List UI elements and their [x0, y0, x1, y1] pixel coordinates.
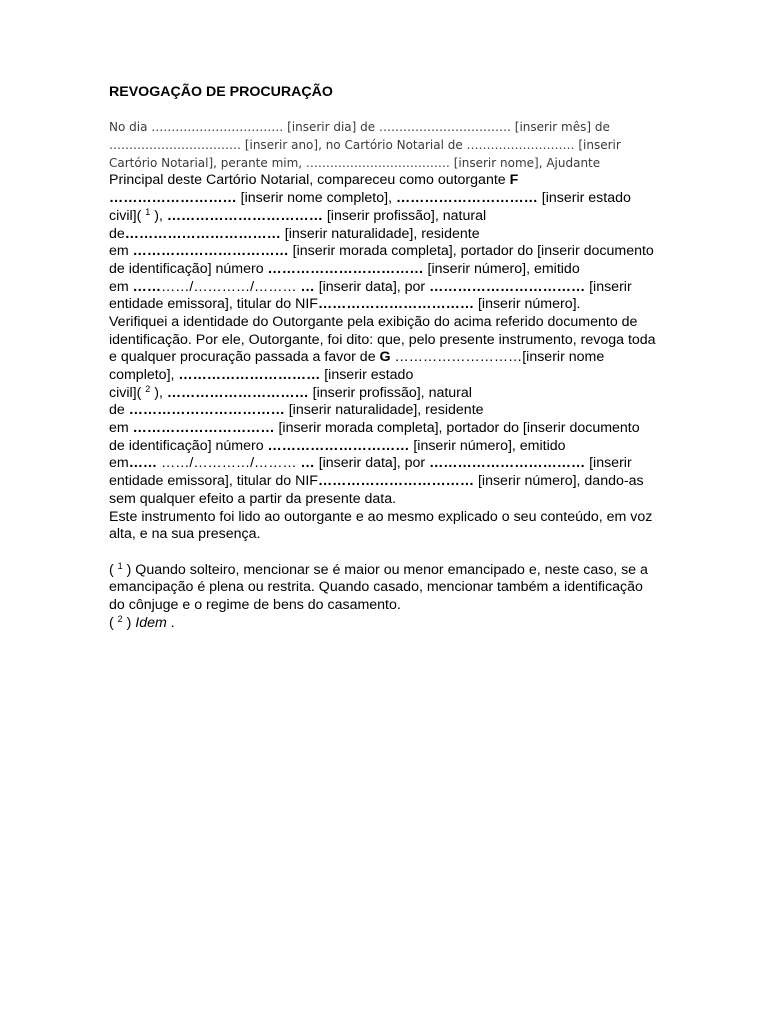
text-segment: de identificação] número	[109, 437, 268, 454]
footnote-line	[109, 562, 709, 580]
text-segment: em	[109, 278, 133, 295]
body-line	[109, 314, 709, 332]
date-placeholder: ……/…………/………	[157, 455, 297, 472]
text-segment: de	[109, 402, 129, 419]
text-segment: de	[109, 225, 125, 242]
text-segment: [inserir naturalidade], residente	[284, 402, 484, 419]
text-segment: ),	[150, 207, 167, 224]
body-line	[109, 296, 709, 314]
dot-leader: ……………………………	[267, 260, 424, 277]
text-segment: [inserir morada completa], portador do [inserir documento	[274, 420, 640, 437]
text-segment: [inserir profissão], natural	[308, 384, 472, 401]
text-segment: em	[109, 455, 129, 472]
body-line	[109, 332, 709, 350]
text-segment: identificação. Por ele, Outorgante, foi dito: que, pelo presente instrumento, revoga toda	[109, 331, 656, 348]
body-line	[109, 420, 709, 438]
text-segment: civil](	[109, 207, 146, 224]
text-segment: alta, e na sua presença.	[109, 526, 261, 543]
dot-leader: ……………………………	[124, 225, 281, 242]
body-line	[109, 526, 709, 544]
text-segment: [inserir naturalidade], residente	[280, 225, 480, 242]
body-line	[109, 190, 709, 208]
text-segment: [inserir número], emitido	[423, 260, 580, 277]
text-segment: [inserir morada completa], portador do [inserir documento	[288, 243, 654, 260]
text-segment: )	[122, 614, 136, 631]
text-segment: [inserir	[585, 455, 632, 472]
text-segment: [inserir nome	[522, 349, 605, 366]
text-segment: [inserir data], por	[314, 278, 430, 295]
dot-leader: …………………………	[178, 367, 321, 383]
text-segment: em	[109, 420, 133, 437]
footnote-line	[109, 597, 709, 615]
dot-leader: …………………………	[166, 384, 309, 401]
text-segment: [inserir data], por	[314, 455, 430, 472]
text-segment: ),	[150, 384, 167, 401]
text-segment: sem qualquer efeito a partir da presente data.	[109, 490, 397, 507]
text-segment: .	[166, 614, 175, 631]
text-segment: entidade emissora], titular do NIF	[109, 296, 318, 313]
text-segment: completo],	[109, 367, 179, 383]
footnote-ref: 2	[145, 383, 151, 394]
intro-line: No dia …………………………… [inserir dia] de …………………………… [inserir mês] de	[109, 120, 610, 135]
text-segment: emancipação é plena ou restrita. Quando casado, mencionar também a identificação	[109, 579, 643, 596]
body-line	[109, 385, 709, 403]
dot-leader: ………………………	[109, 190, 237, 207]
text-segment: [inserir nome completo],	[236, 190, 396, 207]
dot-leader: ……………………………	[132, 243, 289, 260]
text-segment: [inserir estado	[320, 367, 414, 383]
body-line	[109, 243, 709, 261]
footnote-line	[109, 615, 709, 633]
text-segment: [inserir estado	[537, 190, 631, 207]
text-segment: [inserir número].	[474, 296, 581, 313]
text-segment: Verifiquei a identidade do Outorgante pela exibição do acima referido documento de	[109, 313, 638, 330]
body-line	[109, 402, 709, 420]
text-segment: Este instrumento foi lido ao outorgante e ao mesmo explicado o seu conteúdo, em voz	[109, 508, 653, 525]
text-segment: ) Quando solteiro, mencionar se é maior ou menor emancipado e, neste caso, se a	[122, 561, 648, 578]
dot-leader: ……………………………	[429, 455, 586, 472]
dot-leader: ……………………………	[429, 278, 586, 295]
date-placeholder: ……/…………/………	[161, 278, 297, 295]
intro-line: …………………………… [inserir ano], no Cartório Notarial de ……………………… [inserir	[109, 138, 621, 153]
footnote-ref: 1	[145, 206, 151, 217]
dot-leader: …	[296, 278, 315, 295]
text-segment: e qualquer procuração passada a favor de	[109, 349, 380, 366]
dot-leader: ……	[128, 455, 158, 472]
dot-leader: ……………………………	[317, 473, 475, 490]
text-segment: (	[109, 614, 118, 631]
text-segment: (	[109, 561, 118, 578]
dot-leader: …………………………	[132, 420, 275, 437]
footnote-ref: 1	[117, 560, 123, 571]
footnote-line	[109, 579, 709, 597]
body-line	[109, 491, 709, 509]
dot-leader: ……………………………	[317, 296, 475, 313]
dot-leader: ……………………………	[166, 207, 323, 224]
text-segment: civil](	[109, 384, 146, 401]
text-segment: [inserir número], emitido	[409, 437, 566, 454]
body-line	[109, 226, 709, 244]
blank-line	[109, 102, 709, 120]
text-segment: em	[109, 243, 133, 260]
body-line	[109, 367, 709, 385]
dot-leader: …………………………	[267, 437, 410, 454]
text-segment: [inserir profissão], natural	[322, 207, 487, 224]
intro-line: Cartório Notarial], perante mim, ……………………………… [inserir nome], Ajudante	[109, 155, 601, 170]
blank-line	[109, 544, 709, 562]
document-title: REVOGAÇÃO DE PROCURAÇÃO	[109, 84, 333, 100]
body-line	[109, 261, 709, 279]
dot-leader: ……	[132, 278, 162, 295]
dot-leader: ……………………………	[128, 402, 285, 419]
body-line	[109, 279, 709, 297]
body-line	[109, 172, 709, 190]
text-segment: do cônjuge e o regime de bens do casamento.	[109, 596, 401, 613]
text-segment: [inserir número], dando-as	[474, 473, 644, 490]
body-line	[109, 349, 709, 367]
body-line	[109, 438, 709, 456]
dot-leader: ………………………	[390, 349, 523, 366]
body-line	[109, 455, 709, 473]
document-body	[109, 84, 709, 632]
dot-leader: …………………………	[395, 190, 538, 207]
text-segment: Principal deste Cartório Notarial, compareceu como outorgante	[109, 172, 510, 189]
body-line	[109, 208, 709, 226]
text-segment: [inserir	[585, 278, 632, 295]
grantee-initial: G	[379, 349, 391, 366]
body-line	[109, 473, 709, 491]
footnote-ref: 2	[117, 613, 123, 624]
text-segment: de identificação] número	[109, 260, 268, 277]
body-line	[109, 509, 709, 527]
idem-text: Idem	[135, 614, 167, 631]
text-segment: entidade emissora], titular do NIF	[109, 473, 318, 490]
grantor-initial: F	[509, 172, 519, 189]
dot-leader: …	[296, 455, 315, 472]
